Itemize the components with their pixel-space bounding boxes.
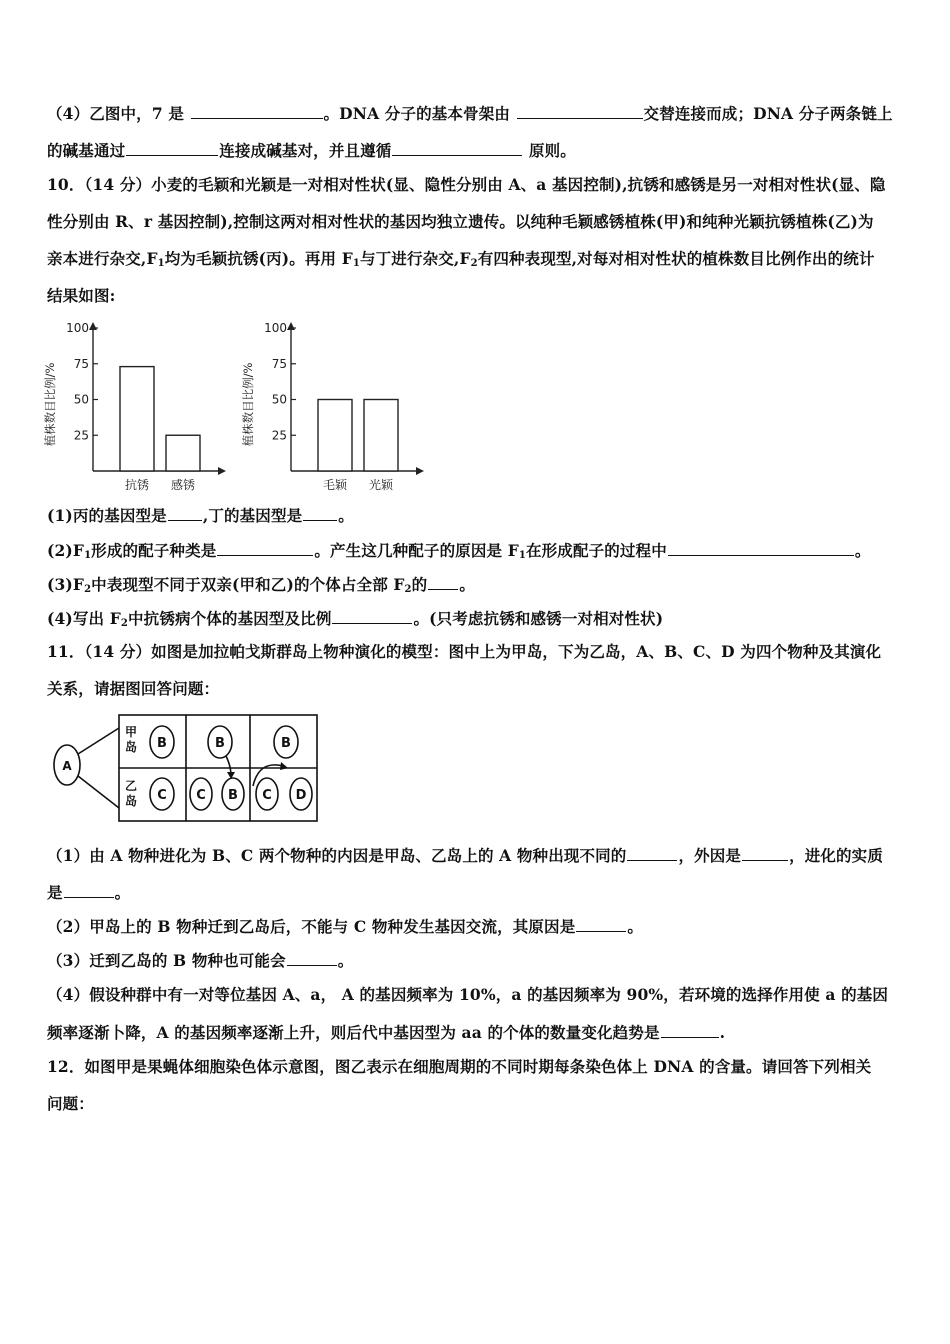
x-category-label: 感锈	[170, 478, 196, 492]
q10-stem-line4: 结果如图:	[47, 286, 116, 305]
q10-text: 。(只考虑抗锈和感锈一对相对性状)	[413, 609, 664, 628]
q11-stem-line2: 关系，请据图回答问题：	[47, 679, 220, 698]
y-axis-arrow	[287, 322, 295, 330]
subscript: 1	[84, 550, 92, 561]
bar-1	[318, 400, 352, 472]
answer-blank[interactable]	[303, 505, 337, 521]
island-label: 岛	[124, 740, 138, 754]
q11-part1-line1	[47, 845, 907, 866]
q9-part4-text: 原则。	[523, 141, 576, 160]
bar-2	[364, 400, 398, 472]
q10-text: (1)丙的基因型是	[47, 506, 167, 525]
answer-blank[interactable]	[742, 845, 788, 861]
q11-text: （1）由 A 物种进化为 B、C 两个物种的内因是甲岛、乙岛上的 A 物种出现不同的	[47, 846, 627, 865]
q10-part3	[47, 574, 907, 595]
q10-text: (3)F	[47, 575, 85, 594]
migration-line	[78, 728, 119, 754]
q11-text: 。	[114, 883, 131, 902]
y-tick-label: 75	[73, 356, 89, 371]
answer-blank[interactable]	[428, 574, 458, 590]
subscript: 1	[352, 258, 360, 269]
bar-1	[120, 367, 154, 471]
q10-text: (2)F	[47, 541, 85, 560]
q10-stem-line1: 10．（14 分）小麦的毛颖和光颖是一对相对性状(显、隐性分别由 A、a 基因控制),抗锈和感锈是另一对相对性状(显、隐	[47, 175, 886, 194]
answer-blank[interactable]	[332, 608, 412, 624]
y-axis-label: 植株数目比例/%	[43, 362, 57, 447]
q11-text: 。	[627, 917, 644, 936]
species-label: C	[196, 788, 206, 803]
q10-text: 。	[338, 506, 354, 525]
subscript: 2	[404, 584, 412, 595]
q11-part4-line2	[47, 1022, 907, 1043]
q11-text: 是	[47, 883, 63, 902]
answer-blank[interactable]	[287, 950, 337, 966]
answer-blank[interactable]	[168, 505, 202, 521]
species-label: B	[281, 736, 291, 751]
x-axis-arrow	[416, 467, 424, 475]
species-label: D	[295, 788, 307, 803]
subscript: 2	[84, 584, 92, 595]
island-evolution-diagram	[45, 710, 325, 826]
species-label: A	[62, 759, 72, 773]
y-axis-label: 植株数目比例/%	[241, 362, 255, 447]
q10-text: 。	[459, 575, 475, 594]
y-tick-label: 50	[73, 392, 89, 407]
q11-text: .	[719, 1023, 726, 1042]
q10-text: 有四种表现型,对每对相对性状的植株数目比例作出的统计	[477, 249, 875, 268]
rust-resistance-bar-chart	[40, 318, 240, 498]
q10-text: 与丁进行杂交,F	[360, 249, 471, 268]
q10-text: 中表现型不同于双亲(甲和乙)的个体占全部 F	[91, 575, 405, 594]
q11-text: ，进化的实质	[789, 846, 883, 865]
glume-hair-bar-chart	[238, 318, 438, 498]
species-label: C	[262, 788, 272, 803]
subscript: 2	[120, 618, 129, 629]
answer-blank[interactable]	[392, 140, 522, 156]
q10-text: 中抗锈病个体的基因型及比例	[128, 609, 332, 628]
bar-2	[166, 435, 200, 471]
q9-part4-text: 的碱基通过	[47, 141, 126, 160]
q9-part4-line2	[47, 140, 907, 161]
x-category-label: 抗锈	[124, 478, 150, 492]
answer-blank[interactable]	[576, 916, 626, 932]
x-category-label: 毛颖	[322, 478, 348, 492]
answer-blank[interactable]	[661, 1022, 719, 1038]
q9-part4-text: 。DNA 分子的基本骨架由	[323, 104, 516, 123]
q12-stem-line1: 12．如图甲是果蝇体细胞染色体示意图，图乙表示在细胞周期的不同时期每条染色体上 DNA 的含量。请回答下列相关	[47, 1057, 872, 1076]
q10-part4	[47, 608, 907, 629]
x-category-label: 光颖	[368, 478, 394, 492]
subscript: 1	[157, 258, 165, 269]
q11-stem-line1: 11．（14 分）如图是加拉帕戈斯群岛上物种演化的模型：图中上为甲岛，下为乙岛，A、B、C、D 为四个物种及其演化	[47, 642, 882, 661]
answer-blank[interactable]	[217, 540, 313, 556]
q10-text: 形成的配子种类是	[91, 541, 217, 560]
q10-text: 在形成配子的过程中	[526, 541, 667, 560]
q11-text: （2）甲岛上的 B 物种迁到乙岛后，不能与 C 物种发生基因交流，其原因是	[47, 917, 576, 936]
y-tick-label: 25	[271, 428, 287, 443]
q10-text: (4)写出 F	[47, 609, 121, 628]
q10-part1	[47, 505, 907, 526]
q10-stem-line3	[47, 249, 907, 269]
q11-text: ，外因是	[678, 846, 742, 865]
q11-text: （3）迁到乙岛的 B 物种也可能会	[47, 951, 286, 970]
y-axis-arrow	[89, 322, 97, 330]
q11-part1-line2	[47, 882, 907, 903]
answer-blank[interactable]	[517, 103, 643, 119]
q10-text: 。产生这几种配子的原因是 F	[314, 541, 519, 560]
q9-part4-line1	[47, 103, 907, 124]
answer-blank[interactable]	[64, 882, 114, 898]
species-label: B	[228, 788, 238, 803]
y-tick-label: 50	[271, 392, 287, 407]
q10-stem-line2: 性分别由 R、r 基因控制),控制这两对相对性状的基因均独立遗传。以纯种毛颖感锈植株(甲)和纯种光颖抗锈植株(乙)为	[47, 212, 874, 231]
species-label: C	[157, 788, 167, 803]
island-label: 甲	[124, 725, 138, 739]
subscript: 1	[518, 550, 526, 561]
island-label: 岛	[124, 794, 138, 808]
answer-blank[interactable]	[627, 845, 677, 861]
q9-part4-text: 交替连接而成；DNA 分子两条链上	[643, 104, 893, 123]
y-tick-label: 100	[66, 321, 89, 335]
q10-part2	[47, 540, 907, 561]
y-tick-label: 100	[264, 321, 287, 335]
q11-part3	[47, 950, 907, 971]
q10-text: ,丁的基因型是	[202, 506, 303, 525]
q10-text: 的	[411, 575, 428, 594]
q11-text: 。	[337, 951, 354, 970]
y-tick-label: 25	[73, 428, 89, 443]
answer-blank[interactable]	[126, 140, 218, 156]
y-tick-label: 75	[271, 356, 287, 371]
subscript: 2	[470, 258, 478, 269]
q10-text: 均为毛颖抗锈(丙)。再用 F	[164, 249, 353, 268]
q12-stem-line2: 问题：	[47, 1094, 94, 1113]
q10-text: 亲本进行杂交,F	[47, 249, 158, 268]
migration-line	[78, 776, 119, 808]
island-label: 乙	[124, 779, 138, 793]
q11-part2	[47, 916, 907, 937]
answer-blank[interactable]	[191, 103, 323, 119]
q9-part4-text: 连接成碱基对，并且遵循	[219, 141, 392, 160]
species-label: B	[215, 736, 225, 751]
q11-part4-line1: （4）假设种群中有一对等位基因 A、a， A 的基因频率为 10%，a 的基因频率为 90%，若环境的选择作用使 a 的基因	[47, 985, 889, 1004]
q9-part4-text: （4）乙图中，7 是	[47, 104, 190, 123]
x-axis-arrow	[218, 467, 226, 475]
q10-text: 。	[854, 541, 871, 560]
q11-text: 频率逐渐卜降，A 的基因频率逐渐上升，则后代中基因型为 aa 的个体的数量变化趋势是	[47, 1023, 660, 1042]
species-label: B	[157, 736, 167, 751]
answer-blank[interactable]	[668, 540, 854, 556]
